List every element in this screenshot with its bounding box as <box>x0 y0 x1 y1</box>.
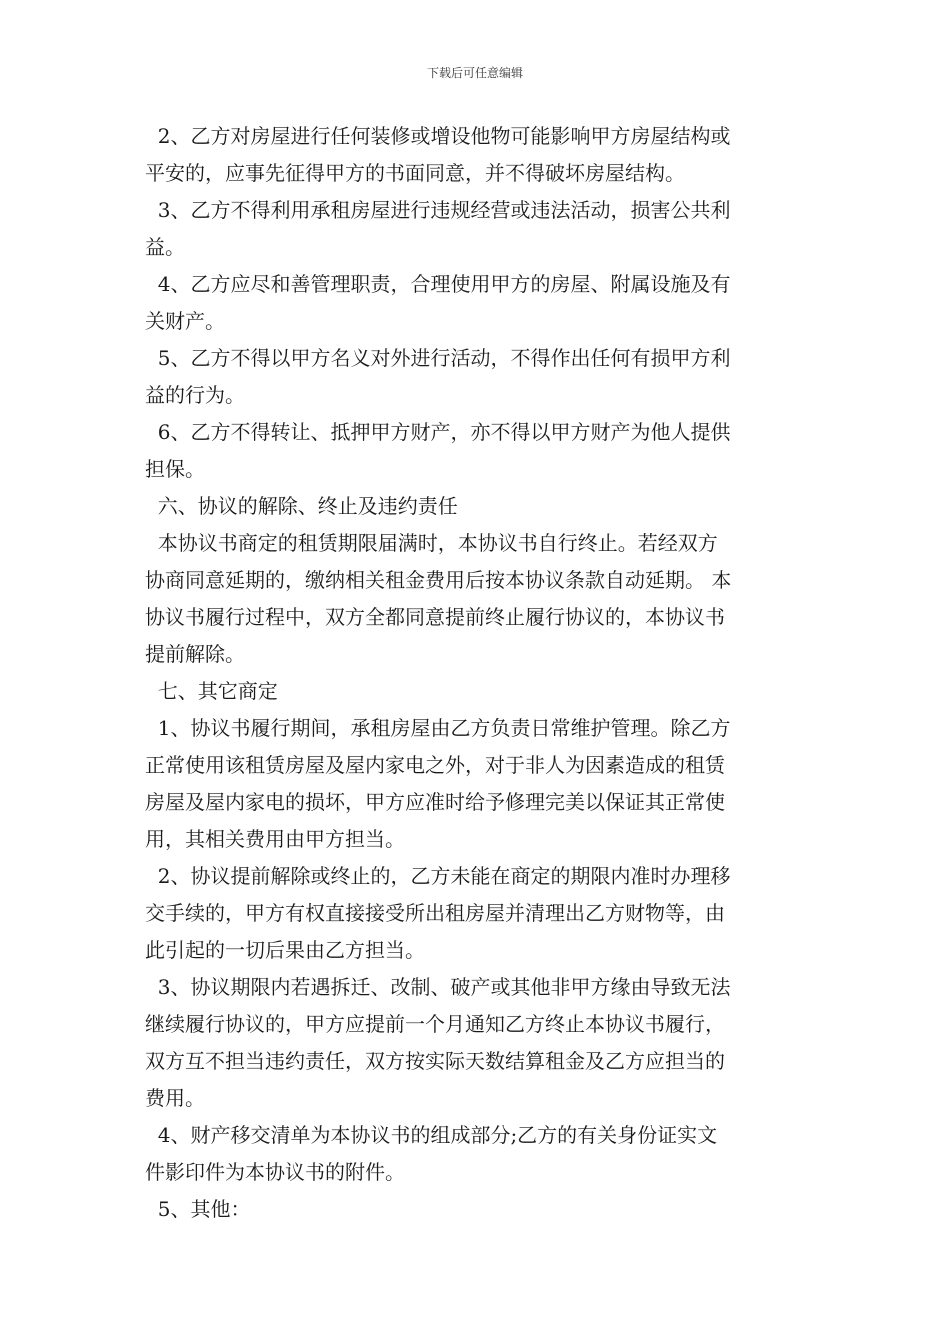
paragraph <box>145 266 810 340</box>
paragraph <box>145 525 810 673</box>
paragraph <box>145 673 810 710</box>
text-line: 交手续的，甲方有权直接接受所出租房屋并清理出乙方财物等，由 <box>145 901 725 925</box>
text-line: 5、乙方不得以甲方名义对外进行活动，不得作出任何有损甲方利 <box>145 346 731 370</box>
text-line: 益的行为。 <box>145 383 245 407</box>
text-line: 4、财产移交清单为本协议书的组成部分;乙方的有关身份证实文 <box>145 1123 718 1147</box>
text-line: 担保。 <box>145 457 205 481</box>
page-header: 下载后可任意编辑 <box>426 66 523 80</box>
text-line: 费用。 <box>145 1086 205 1110</box>
paragraph <box>145 414 810 488</box>
text-line: 六、协议的解除、终止及违约责任 <box>145 494 458 518</box>
text-line: 平安的，应事先征得甲方的书面同意，并不得破坏房屋结构。 <box>145 161 685 185</box>
text-line: 3、乙方不得利用承租房屋进行违规经营或违法活动，损害公共利 <box>145 198 731 222</box>
text-line: 件影印件为本协议书的附件。 <box>145 1160 405 1184</box>
text-line: 正常使用该租赁房屋及屋内家电之外，对于非人为因素造成的租赁 <box>145 753 725 777</box>
text-line: 七、其它商定 <box>145 679 278 703</box>
text-line: 双方互不担当违约责任，双方按实际天数结算租金及乙方应担当的 <box>145 1049 725 1073</box>
text-line: 协商同意延期的，缴纳相关租金费用后按本协议条款自动延期。 本 <box>145 568 732 592</box>
text-line: 关财产。 <box>145 309 225 333</box>
text-line: 2、乙方对房屋进行任何装修或增设他物可能影响甲方房屋结构或 <box>145 124 731 148</box>
paragraph <box>145 1117 810 1191</box>
text-line: 继续履行协议的，甲方应提前一个月通知乙方终止本协议书履行， <box>145 1012 725 1036</box>
text-line: 用，其相关费用由甲方担当。 <box>145 827 405 851</box>
text-line: 协议书履行过程中，双方全都同意提前终止履行协议的，本协议书 <box>145 605 725 629</box>
paragraph <box>145 858 810 969</box>
text-line: 房屋及屋内家电的损坏，甲方应准时给予修理完美以保证其正常使 <box>145 790 725 814</box>
text-line: 2、协议提前解除或终止的，乙方未能在商定的期限内准时办理移 <box>145 864 731 888</box>
text-line: 本协议书商定的租赁期限届满时，本协议书自行终止。若经双方 <box>145 531 718 555</box>
text-line: 提前解除。 <box>145 642 245 666</box>
paragraph <box>145 710 810 858</box>
document-body <box>145 118 810 1228</box>
text-line: 1、协议书履行期间，承租房屋由乙方负责日常维护管理。除乙方 <box>145 716 731 740</box>
paragraph <box>145 118 810 192</box>
paragraph <box>145 969 810 1117</box>
text-line: 5、其他： <box>145 1197 251 1221</box>
text-line: 益。 <box>145 235 185 259</box>
paragraph <box>145 340 810 414</box>
text-line: 4、乙方应尽和善管理职责，合理使用甲方的房屋、附属设施及有 <box>145 272 731 296</box>
text-line: 6、乙方不得转让、抵押甲方财产，亦不得以甲方财产为他人提供 <box>145 420 731 444</box>
paragraph <box>145 1191 810 1228</box>
text-line: 此引起的一切后果由乙方担当。 <box>145 938 425 962</box>
paragraph <box>145 192 810 266</box>
paragraph <box>145 488 810 525</box>
text-line: 3、协议期限内若遇拆迁、改制、破产或其他非甲方缘由导致无法 <box>145 975 731 999</box>
